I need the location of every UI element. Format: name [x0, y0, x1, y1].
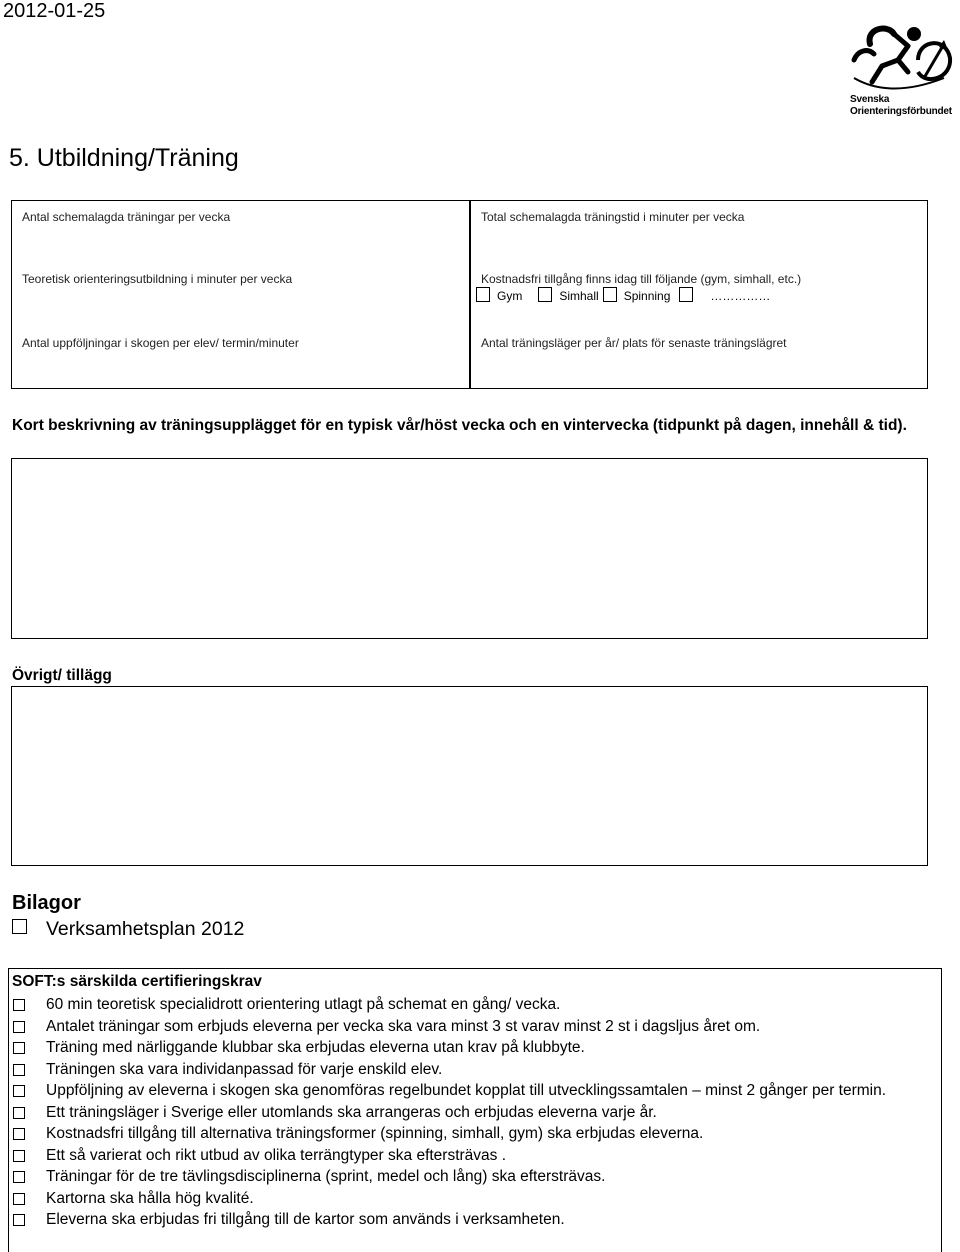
list-item [12, 1037, 932, 1059]
logo-line-2: Orienteringsförbundet [850, 106, 952, 117]
other-textbox[interactable] [11, 686, 928, 866]
requirement-text: Uppföljning av eleverna i skogen ska genomföras regelbundet kopplat till utvecklingssamtalen – minst 2 gånger per termin. [46, 1082, 887, 1099]
requirement-checkbox[interactable] [13, 999, 25, 1011]
gym-label: Gym [497, 289, 523, 303]
weekly-sessions-field[interactable]: Antal schemalagda träningar per vecka [22, 210, 231, 224]
training-camps-field[interactable]: Antal träningsläger per år/ plats för senaste träningslägret [481, 336, 787, 350]
list-item [12, 1016, 932, 1038]
requirement-checkbox[interactable] [13, 1128, 25, 1140]
theory-minutes-field[interactable]: Teoretisk orienteringsutbildning i minuter per vecka [22, 272, 293, 286]
requirement-text: Eleverna ska erbjudas fri tillgång till de kartor som används i verksamheten. [46, 1211, 565, 1228]
simhall-label: Simhall [559, 289, 599, 303]
document-date: 2012-01-25 [3, 0, 106, 22]
requirement-text: Träningar för de tre tävlingsdisciplinerna (sprint, medel och lång) ska eftersträvas. [46, 1168, 606, 1185]
spinning-checkbox[interactable] [603, 287, 617, 302]
bilagor-title: Bilagor [12, 892, 81, 914]
requirement-text: Antalet träningar som erbjuds eleverna per vecka ska vara minst 3 st varav minst 2 st i dagsljus året om. [46, 1017, 761, 1035]
free-access-field[interactable]: Kostnadsfri tillgång finns idag till följande (gym, simhall, etc.) [481, 272, 802, 286]
other-checkbox[interactable] [679, 287, 693, 302]
requirement-checkbox[interactable] [13, 1042, 25, 1054]
facility-options [476, 287, 770, 303]
requirement-text: Kostnadsfri tillgång till alternativa träningsformer (spinning, simhall, gym) ska erbjudas eleverna. [46, 1125, 704, 1142]
simhall-checkbox[interactable] [538, 287, 552, 302]
list-item [12, 1145, 932, 1167]
orienteering-runner-compass-logo-icon [848, 20, 956, 94]
list-item [12, 1166, 932, 1188]
requirement-checkbox[interactable] [13, 1085, 25, 1097]
list-item [12, 1102, 932, 1124]
requirement-checkbox[interactable] [13, 1214, 25, 1226]
list-item [12, 1059, 932, 1081]
bilagor-item [12, 918, 244, 941]
list-item [12, 994, 932, 1016]
section-title: 5. Utbildning/Träning [9, 144, 239, 172]
list-item [12, 1188, 932, 1210]
requirement-text: Kartorna ska hålla hög kvalité. [46, 1189, 254, 1207]
requirement-text: Ett träningsläger i Sverige eller utomlands ska arrangeras och erbjudas eleverna varje år. [46, 1103, 657, 1121]
other-label: …………… [710, 289, 771, 303]
soft-title: SOFT:s särskilda certifieringskrav [12, 973, 262, 990]
requirement-text: 60 min teoretisk specialidrott orientering utlagt på schemat en gång/ vecka. [46, 996, 561, 1013]
requirement-checkbox[interactable] [13, 1064, 25, 1076]
requirement-checkbox[interactable] [13, 1021, 25, 1033]
verksamhetsplan-checkbox[interactable] [12, 919, 27, 934]
soft-requirements-list [12, 994, 932, 1231]
requirement-checkbox[interactable] [13, 1150, 25, 1162]
spinning-label: Spinning [623, 289, 671, 303]
requirement-text: Träningen ska vara individanpassad för varje enskild elev. [46, 1060, 443, 1078]
description-textbox[interactable] [11, 458, 928, 639]
list-item [12, 1123, 932, 1145]
logo-line-1: Svenska [850, 94, 890, 105]
federation-logo [848, 20, 960, 122]
training-form-table [11, 200, 928, 389]
other-heading: Övrigt/ tillägg [12, 667, 112, 684]
weekly-time-field[interactable]: Total schemalagda träningstid i minuter per vecka [481, 210, 745, 224]
table-divider [469, 201, 471, 388]
soft-requirements-box [8, 968, 942, 1252]
logo-text [850, 94, 952, 118]
requirement-checkbox[interactable] [13, 1107, 25, 1119]
requirement-checkbox[interactable] [13, 1171, 25, 1183]
verksamhetsplan-label: Verksamhetsplan 2012 [46, 918, 245, 940]
requirement-text: Träning med närliggande klubbar ska erbjudas eleverna utan krav på klubbyte. [46, 1039, 585, 1056]
forest-followups-field[interactable]: Antal uppföljningar i skogen per elev/ termin/minuter [22, 336, 299, 350]
requirement-text: Ett så varierat och rikt utbud av olika terrängtyper ska eftersträvas . [46, 1146, 507, 1164]
description-heading: Kort beskrivning av träningsupplägget för en typisk vår/höst vecka och en vintervecka (tidpunkt på dagen, innehåll & tid). [12, 417, 907, 434]
list-item [12, 1209, 932, 1231]
requirement-checkbox[interactable] [13, 1193, 25, 1205]
gym-checkbox[interactable] [476, 287, 490, 302]
list-item [12, 1080, 932, 1102]
